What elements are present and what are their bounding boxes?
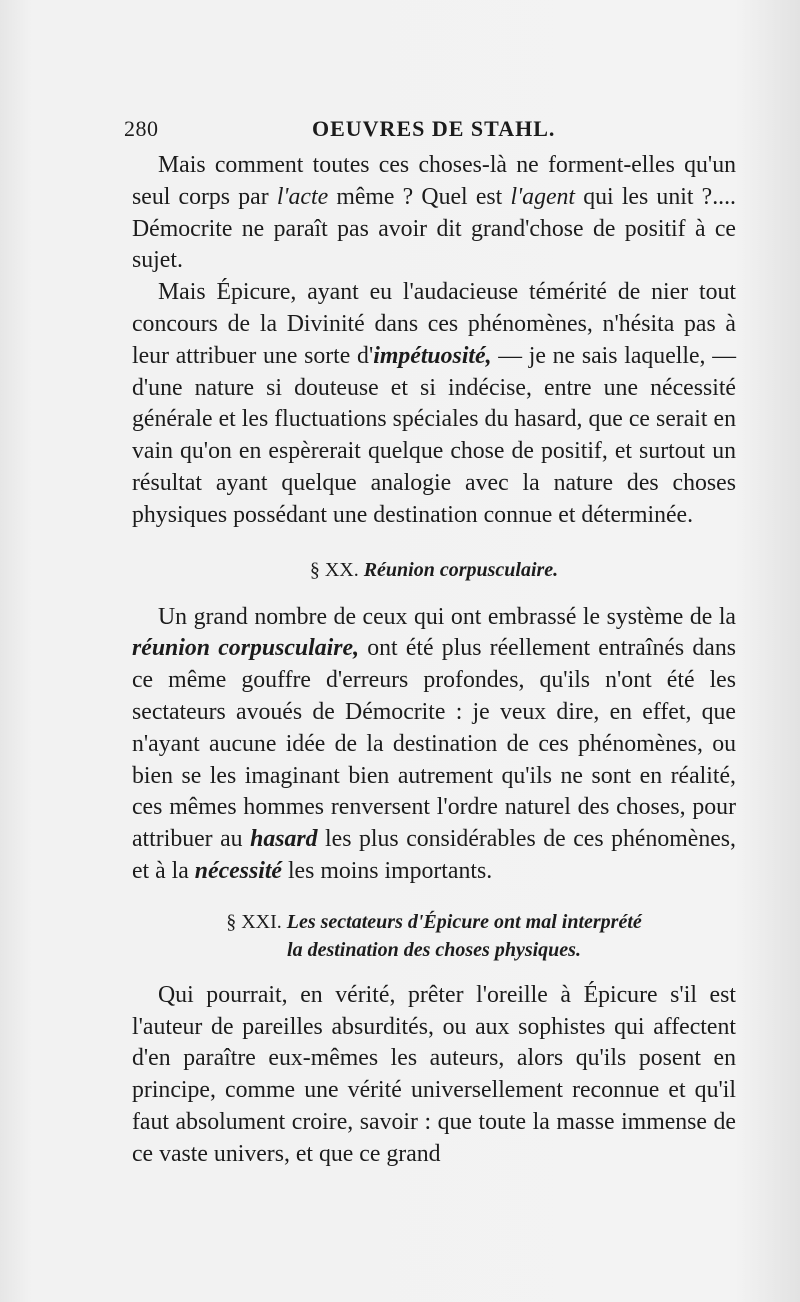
section-xxi-line-2	[132, 936, 736, 964]
paragraph-4-text: Qui pourrait, en vérité, prêter l'oreille à Épicure s'il est l'auteur de pareilles absurdités, ou aux sophistes qui affectent d'en paraître eux-mêmes les auteurs, alors qu'ils posent en principe, comme une vérité universellement reconnue et qu'il faut absolument croire, savoir : que toute la masse immense de ce vaste univers, et que ce grand	[132, 981, 736, 1167]
paragraph-4	[132, 980, 736, 1171]
page-body	[132, 150, 736, 1171]
paragraph-1-text-a: Mais comment toutes ces choses-là ne forment-elles qu'un seul corps par	[132, 152, 736, 210]
section-xx-title: Réunion corpusculaire.	[363, 558, 559, 581]
paragraph-2-text-a: Mais Épicure, ayant eu l'audacieuse témérité de nier tout concours de la Divinité dans ces phénomènes, n'hésita pas à leur attribuer une sorte d'	[132, 279, 736, 369]
section-xxi-number: § XXI.	[226, 910, 282, 933]
paragraph-1-emphasis-acte: l'acte	[276, 183, 329, 210]
paragraph-1-text-c: qui les unit ?.... Démocrite ne paraît pas avoir dit grand'chose de positif à ce sujet.	[132, 183, 736, 274]
paragraph-3-emphasis-hasard: hasard	[250, 826, 318, 853]
paragraph-3-emphasis-reunion: réunion corpusculaire,	[132, 635, 360, 662]
page-number: 280	[124, 116, 159, 141]
section-xx-heading	[132, 556, 736, 584]
paragraph-3	[132, 602, 736, 888]
paragraph-2	[132, 277, 736, 531]
section-xxi-line-1	[132, 908, 736, 936]
section-xxi-title-2: la destination des choses physiques.	[287, 938, 581, 961]
paragraph-1-emphasis-agent: l'agent	[510, 183, 576, 210]
paragraph-2-emphasis-impetuosite: impétuosité,	[373, 342, 492, 369]
paragraph-3-emphasis-necessite: nécessité	[194, 857, 282, 884]
section-xxi-title-1: Les sectateurs d'Épicure ont mal interprété	[286, 910, 642, 933]
paragraph-3-text-a: Un grand nombre de ceux qui ont embrassé le système de la	[158, 603, 736, 630]
paragraph-3-text-b: ont été plus réellement entraînés dans ce même gouffre d'erreurs profondes, qu'ils n'ont été les sectateurs avoués de Démocrite : je veux dire, en effet, que n'ayant aucune idée de la destination de ces phénomènes, ou bien se les imaginant bien autrement qu'ils ne sont en réalité, ces mêmes hommes renversent l'ordre naturel des choses, pour attribuer au	[132, 635, 736, 853]
paragraph-2-text-b: — je ne sais laquelle, — d'une nature si douteuse et si indécise, entre une nécessité générale et les fluctuations spéciales du hasard, que ce serait en vain qu'on en espèrerait quelque chose de positif, et surtout un résultat ayant quelque analogie avec la nature des choses physiques possédant une destination connue et déterminée.	[132, 342, 736, 528]
paragraph-1	[132, 150, 736, 277]
running-title: OEUVRES DE STAHL.	[312, 116, 556, 141]
section-xxi-heading	[132, 908, 736, 964]
paragraph-3-text-c: les plus considérables de ces phénomènes, et à la	[132, 826, 736, 884]
section-xx-number: § XX.	[309, 558, 359, 581]
paragraph-3-text-d: les moins importants.	[282, 857, 493, 884]
page-header	[124, 108, 720, 148]
paragraph-1-text-b: même ? Quel est	[328, 183, 511, 210]
